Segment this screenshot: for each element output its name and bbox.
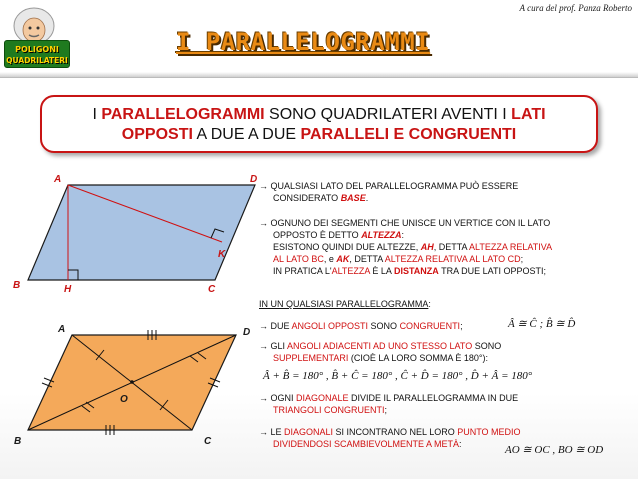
- bullet-adjacent-line2: [259, 352, 634, 364]
- bullet-height-line1: → OGNUNO DEI SEGMENTI CHE UNISCE UN VERTICE CON IL LATO: [259, 218, 551, 228]
- bullet-diagonal-line2: [259, 404, 634, 416]
- text-span: ;: [384, 405, 388, 415]
- bullet-height: [259, 217, 634, 277]
- banner-text: SONO QUADRILATERI AVENTI I: [264, 106, 512, 123]
- term-dividendosi: DIVIDENDOSI SCAMBIEVOLMENTE A METÀ: [273, 439, 460, 449]
- term-ak: AK: [336, 254, 350, 264]
- term-distanza: DISTANZA: [393, 266, 439, 276]
- vertex-label-a: A: [54, 174, 62, 185]
- text-span: .: [365, 193, 369, 203]
- text-span: , DETTA: [349, 254, 385, 264]
- vertex-label-b: B: [14, 436, 22, 447]
- banner-text: A DUE A DUE: [192, 126, 301, 143]
- parallelogram-properties-figure: [0, 320, 260, 450]
- bullet-base: [259, 180, 629, 204]
- banner-highlight: PARALLELI E CONGRUENTI: [300, 126, 517, 143]
- text-span: ;: [520, 254, 524, 264]
- term-ah: AH: [420, 242, 434, 252]
- definition-banner: [40, 95, 598, 153]
- term-punto-medio: PUNTO MEDIO: [457, 427, 521, 437]
- term-angoli-opposti: ANGOLI OPPOSTI: [291, 321, 369, 331]
- bullet-opposite-angles: [259, 320, 463, 332]
- text-span: , DETTA: [433, 242, 470, 252]
- text-span: :: [401, 230, 405, 240]
- term-diagonali: DIAGONALI: [284, 427, 334, 437]
- text-span: DIVIDE IL PARALLELOGRAMMA IN DUE: [348, 393, 519, 403]
- text-span: :: [428, 299, 431, 309]
- bullet-midpoint-line1: [259, 426, 634, 438]
- text-span: ESISTONO QUINDI DUE ALTEZZE,: [273, 242, 421, 252]
- properties-intro: [259, 298, 431, 310]
- bullet-diagonal-triangles: [259, 392, 634, 416]
- banner-line2: [42, 125, 596, 145]
- term-triangoli-congruenti: TRIANGOLI CONGRUENTI: [273, 405, 385, 415]
- vertex-label-b: B: [13, 280, 21, 291]
- point-label-k: K: [218, 249, 226, 260]
- term-altezza: ALTEZZA: [331, 266, 370, 276]
- term-supplementari: SUPPLEMENTARI: [273, 353, 349, 363]
- bullet-adjacent-angles: [259, 340, 634, 364]
- badge-line1: POLIGONI: [15, 45, 59, 54]
- text-span: ;: [460, 321, 463, 331]
- banner-line1: [42, 105, 596, 125]
- parallelogram-1: [28, 185, 255, 280]
- term-lato-cd: ALTEZZA RELATIVA AL LATO CD: [384, 254, 521, 264]
- text-span: È LA: [369, 266, 394, 276]
- bullet-base-line2: [259, 192, 629, 204]
- formula-opposite-angles: Â ≅ Ĉ ; B̂ ≅ D̂: [508, 318, 576, 330]
- intro-text: IN UN QUALSIASI PARALLELOGRAMMA: [259, 299, 429, 309]
- bullet-height-line5: [259, 265, 634, 277]
- bullet-height-line3: [259, 241, 634, 253]
- bullet-height-line4: [259, 253, 634, 265]
- banner-highlight: OPPOSTI: [121, 126, 193, 143]
- bullet-height-line2: [259, 229, 634, 241]
- text-span: OPPOSTO È DETTO: [273, 230, 362, 240]
- text-span: → LE: [259, 427, 285, 437]
- term-base: BASE: [340, 193, 366, 203]
- term-angoli-adiacenti: ANGOLI ADIACENTI AD UNO STESSO LATO: [287, 341, 473, 351]
- term-diagonale: DIAGONALE: [296, 393, 349, 403]
- banner-highlight: PARALLELOGRAMMI: [101, 106, 265, 123]
- topic-badge: [4, 40, 70, 68]
- text-span: CONSIDERATO: [273, 193, 341, 203]
- bullet-adjacent-line1: [259, 340, 634, 352]
- text-span: → OGNI: [259, 393, 297, 403]
- author-credit: A cura del prof. Panza Roberto: [519, 3, 632, 13]
- parallelogram-heights-figure: [0, 160, 260, 310]
- vertex-label-c: C: [204, 436, 212, 447]
- banner-text: I: [92, 106, 102, 123]
- text-span: SONO: [368, 321, 400, 331]
- term-congruenti: CONGRUENTI: [399, 321, 461, 331]
- bullet-diagonal-line1: [259, 392, 634, 404]
- formula-adjacent-angles: Â + B̂ = 180° , B̂ + Ĉ = 180° , Ĉ + D̂ = 180° , D̂ + Â = 180°: [263, 370, 533, 382]
- formula-diagonals: AO ≅ OC , BO ≅ OD: [505, 444, 604, 456]
- badge-line2: QUADRILATERI: [6, 56, 68, 65]
- page-title: I PARALLELOGRAMMI: [176, 28, 431, 56]
- text-span: SONO: [472, 341, 502, 351]
- term-altezza: ALTEZZA: [361, 230, 402, 240]
- text-span: SI INCONTRANO NEL LORO: [333, 427, 458, 437]
- text-span: → DUE: [259, 321, 292, 331]
- text-span: → GLI: [259, 341, 288, 351]
- banner-highlight: LATI: [511, 106, 546, 123]
- vertex-label-c: C: [208, 284, 216, 295]
- vertex-label-d: D: [250, 174, 258, 185]
- title-divider: [0, 72, 638, 78]
- midpoint-o: [130, 380, 134, 384]
- text-span: IN PRATICA L': [273, 266, 332, 276]
- text-span: TRA DUE LATI OPPOSTI;: [438, 266, 546, 276]
- point-label-o: O: [120, 394, 128, 405]
- text-span: , e: [323, 254, 337, 264]
- term-lato-bc: AL LATO BC: [273, 254, 324, 264]
- text-span: :: [459, 439, 462, 449]
- term-altezza-relativa: ALTEZZA RELATIVA: [469, 242, 553, 252]
- vertex-label-a: A: [58, 324, 66, 335]
- point-label-h: H: [64, 284, 72, 295]
- bullet-base-line1: → QUALSIASI LATO DEL PARALLELOGRAMMA PUÒ ESSERE: [259, 181, 519, 191]
- vertex-label-d: D: [243, 327, 251, 338]
- text-span: (CIOÈ LA LORO SOMMA È 180°):: [348, 353, 488, 363]
